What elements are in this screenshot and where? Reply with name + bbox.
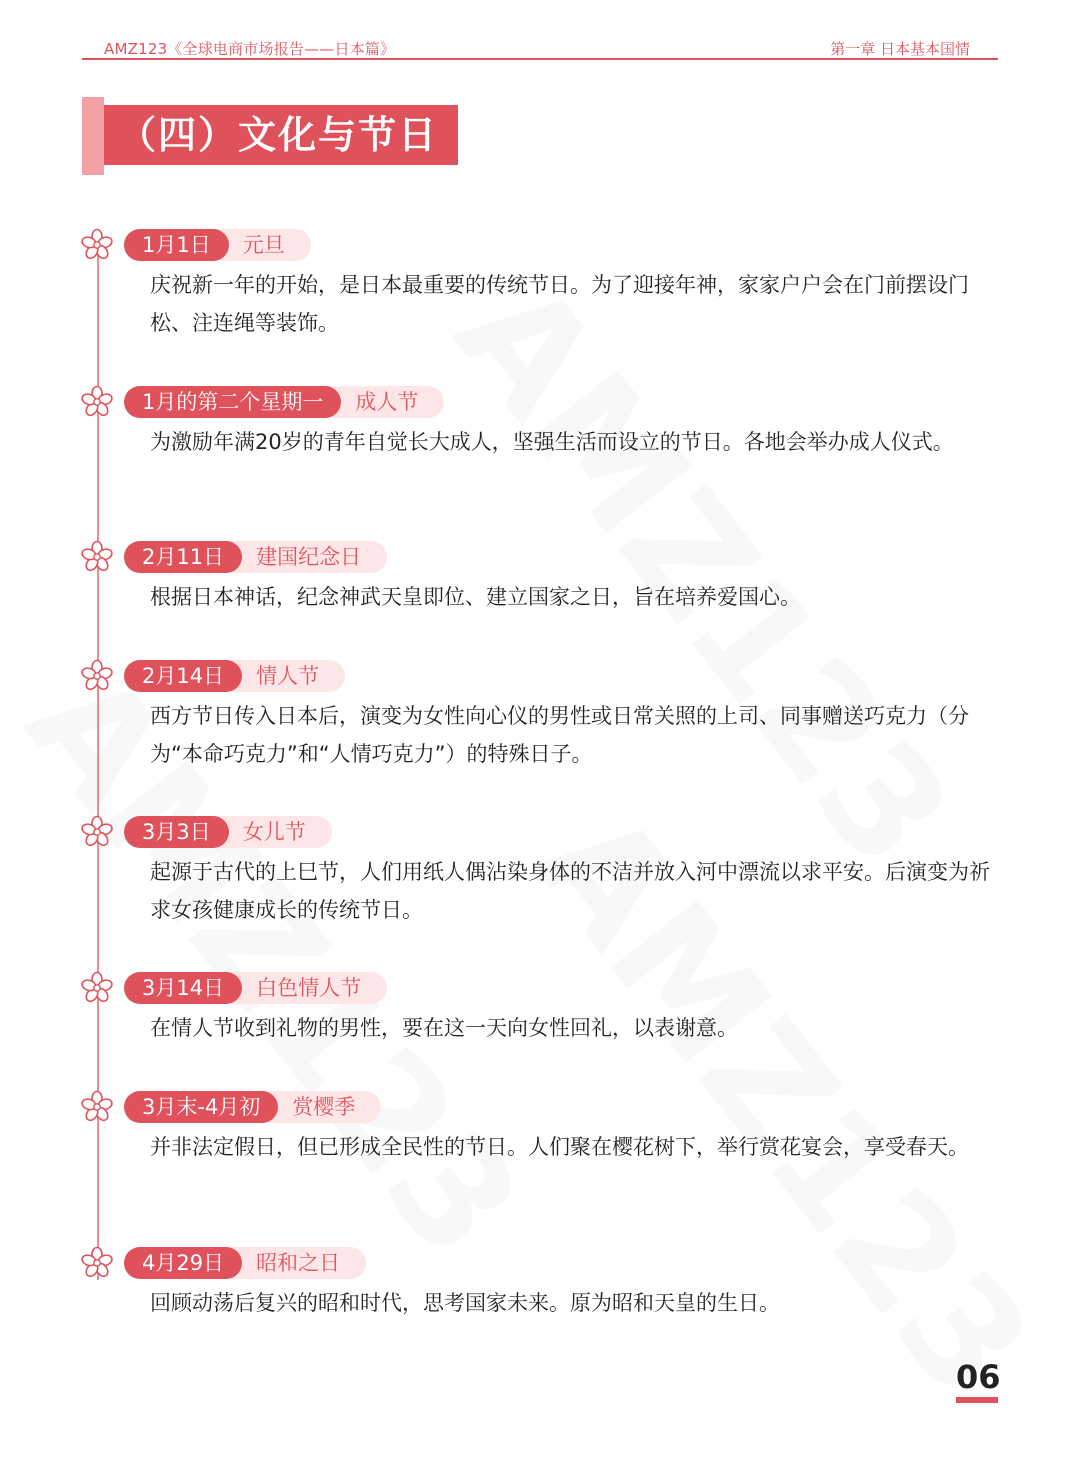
cherry-blossom-icon [80,228,114,262]
header-divider [82,58,998,60]
cherry-blossom-icon [80,815,114,849]
holiday-description: 根据日本神话，纪念神武天皇即位、建立国家之日，旨在培养爱国心。 [150,585,801,609]
title-accent-block [82,97,104,175]
page-number-underline [956,1397,998,1403]
report-title: AMZ123《全球电商市场报告——日本篇》 [104,40,396,58]
holiday-name: 元旦 [213,229,311,261]
holiday-name: 成人节 [325,386,444,418]
holiday-description: 并非法定假日，但已形成全民性的节日。人们聚在樱花树下，举行赏花宴会，享受春天。 [150,1135,969,1159]
watermark [423,250,983,899]
holiday-date: 3月14日 [124,972,242,1004]
holiday-description: 回顾动荡后复兴的昭和时代，思考国家未来。原为昭和天皇的生日。 [150,1291,780,1315]
section-title-banner [82,97,458,175]
holiday-date: 2月11日 [124,541,242,573]
cherry-blossom-icon [80,1090,114,1124]
holiday-date: 1月的第二个星期一 [124,386,341,418]
holiday-date: 3月3日 [124,816,229,848]
holiday-name: 白色情人节 [226,972,387,1004]
holiday-name: 建国纪念日 [226,541,387,573]
holiday-description: 为激励年满20岁的青年自觉长大成人，坚强生活而设立的节日。各地会举办成人仪式。 [150,430,954,454]
cherry-blossom-icon [80,385,114,419]
holiday-name: 赏樱季 [262,1091,381,1123]
page-number: 06 [956,1358,1001,1396]
cherry-blossom-icon [80,540,114,574]
cherry-blossom-icon [80,971,114,1005]
holiday-description: 起源于古代的上巳节，人们用纸人偶沾染身体的不洁并放入河中漂流以求平安。后演变为祈求女孩健康成长的传统节日。 [150,860,990,922]
page-header [82,36,998,60]
holiday-description: 西方节日传入日本后，演变为女性向心仪的男性或日常关照的上司、同事赠送巧克力（分为“本命巧克力”和“人情巧克力”）的特殊日子。 [150,704,969,766]
chapter-title: 第一章 日本基本国情 [830,40,970,58]
holiday-description: 庆祝新一年的开始，是日本最重要的传统节日。为了迎接年神，家家户户会在门前摆设门松、注连绳等装饰。 [150,273,969,335]
holiday-name: 情人节 [226,660,345,692]
holiday-description: 在情人节收到礼物的男性，要在这一天向女性回礼，以表谢意。 [150,1016,738,1040]
holiday-date: 4月29日 [124,1247,242,1279]
holiday-date: 1月1日 [124,229,229,261]
cherry-blossom-icon [80,659,114,693]
holiday-date: 2月14日 [124,660,242,692]
section-title: （四）文化与节日 [118,113,439,157]
holiday-date: 3月末-4月初 [124,1091,278,1123]
cherry-blossom-icon [80,1246,114,1280]
holiday-name: 女儿节 [213,816,332,848]
holiday-name: 昭和之日 [226,1247,366,1279]
